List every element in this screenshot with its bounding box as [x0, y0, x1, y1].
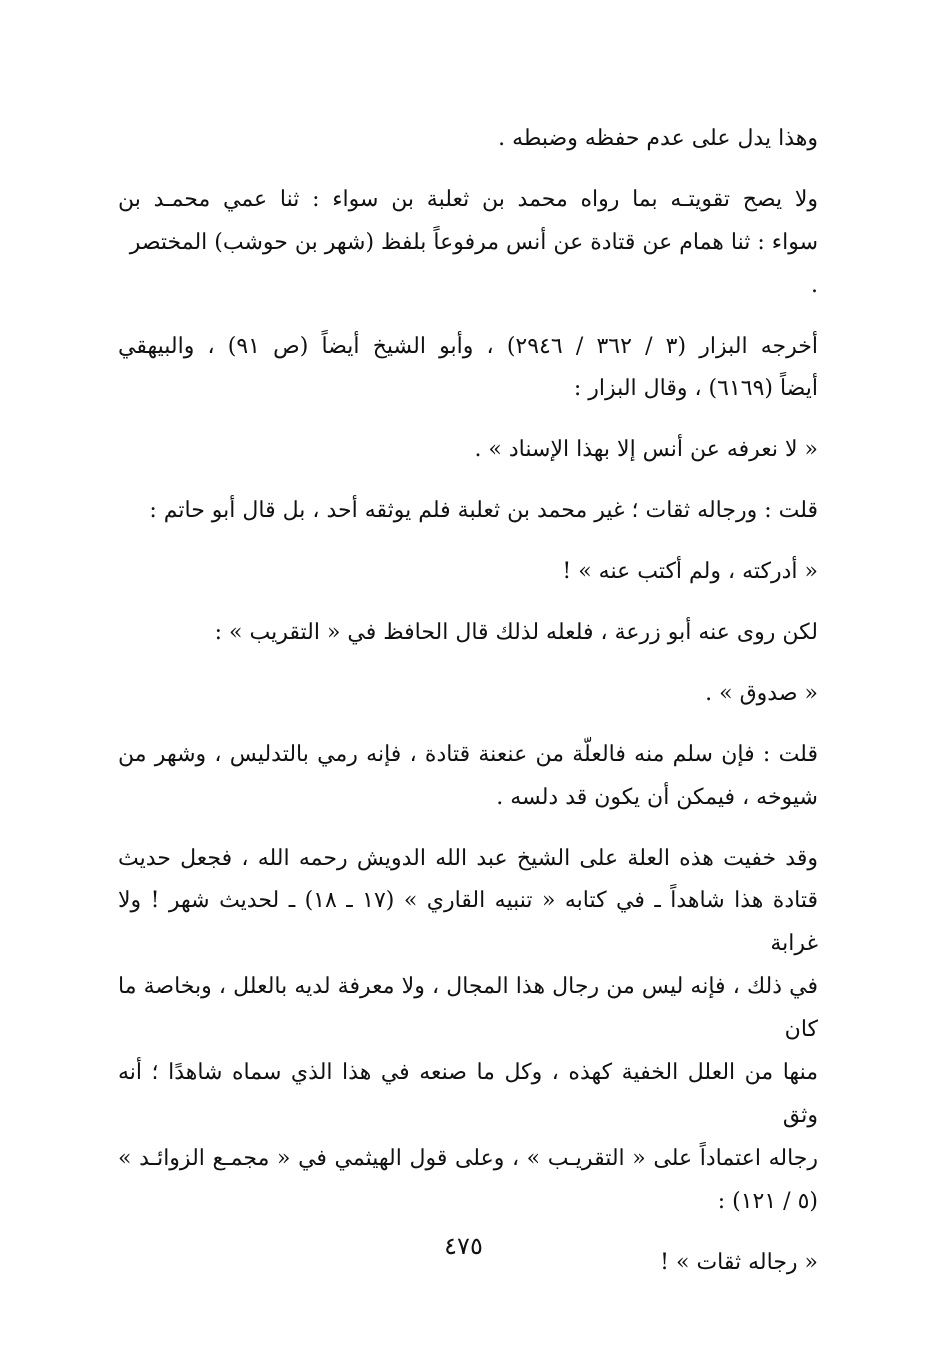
text-line: في ذلك ، فإنه ليس من رجال هذا المجال ، ولا معرفة لديه بالعلل ، وبخاصة ما كان: [118, 974, 818, 1043]
text-line: رجاله اعتماداً على « التقريـب » ، وعلى قول الهيثمي في « مجمـع الزوائـد »: [118, 1145, 818, 1171]
text-line: ولا يصح تقويتـه بما رواه محمد بن ثعلبة بن سواء : ثنا عمي محمـد بن: [118, 186, 818, 212]
text-line: « لا نعرفه عن أنس إلا بهذا الإسناد » .: [474, 437, 818, 463]
paragraph-2: [118, 179, 818, 308]
paragraph-9: [118, 734, 818, 820]
paragraph-8: [118, 673, 818, 716]
text-line: قلت : فإن سلم منه فالعلّة من عنعنة قتادة ، فإنه رمي بالتدليس ، وشهر من: [118, 741, 818, 767]
text-line: شيوخه ، فيمكن أن يكون قد دلسه .: [496, 784, 818, 810]
page-body: [118, 118, 818, 1302]
text-line: قتادة هذا شاهداً ـ في كتابه « تنبيه القاري » (١٧ ـ ١٨) ـ لحديث شهر ! ولا غرابة: [118, 888, 818, 957]
text-line: قلت : ورجاله ثقات ؛ غير محمد بن ثعلبة فلم يوثقه أحد ، بل قال أبو حاتم :: [149, 498, 818, 524]
text-line: منها من العلل الخفية كهذه ، وكل ما صنعه في هذا الذي سماه شاهدًا ؛ أنه وثق: [118, 1060, 818, 1128]
paragraph-3: [118, 326, 818, 412]
page-number: ٤٧٥: [444, 1232, 483, 1260]
paragraph-7: [118, 612, 818, 655]
paragraph-1: [118, 118, 818, 161]
text-line: لكن روى عنه أبو زرعة ، فلعله لذلك قال الحافظ في « التقريب » :: [214, 620, 818, 646]
text-line: أيضاً (٦١٦٩) ، وقال البزار :: [573, 376, 818, 402]
text-line: سواء : ثنا همام عن قتادة عن أنس مرفوعاً بلفظ (شهر بن حوشب) المختصر .: [129, 229, 818, 298]
paragraph-4: [118, 429, 818, 472]
text-line: « صدوق » .: [705, 680, 818, 706]
text-line: أخرجه البزار (٣ / ٣٦٢ / ٢٩٤٦) ، وأبو الشيخ أيضاً (ص ٩١) ، والبيهقي: [118, 333, 818, 359]
paragraph-10: [118, 838, 818, 1224]
text-line: وهذا يدل على عدم حفظه وضبطه .: [498, 126, 818, 151]
text-line: (٥ / ١٢١) :: [717, 1188, 818, 1214]
paragraph-6: [118, 551, 818, 594]
text-line: وقد خفيت هذه العلة على الشيخ عبد الله الدويش رحمه الله ، فجعل حديث: [118, 845, 818, 871]
paragraph-5: [118, 490, 818, 533]
text-line: « أدركته ، ولم أكتب عنه » !: [562, 559, 818, 585]
text-line: « رجاله ثقات » !: [660, 1249, 818, 1275]
